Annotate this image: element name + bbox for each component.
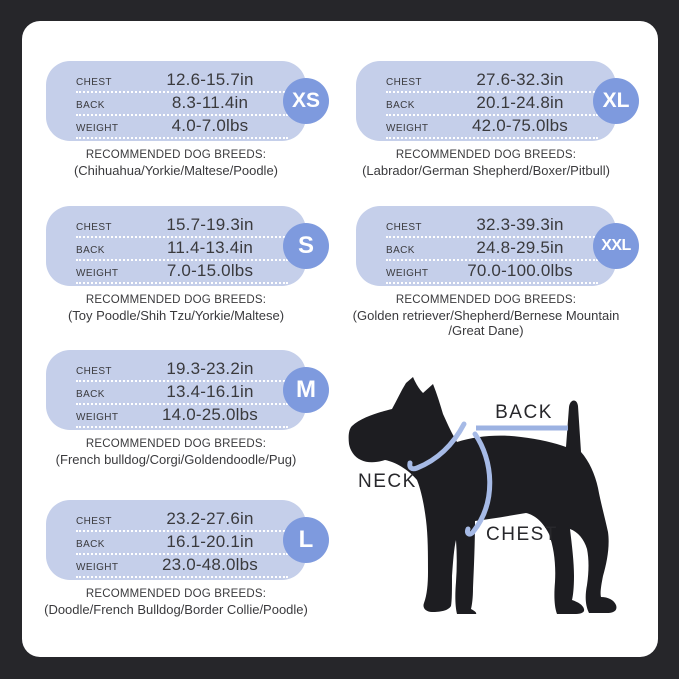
chest-row [386, 70, 598, 93]
breeds-line-2: /Great Dane) [448, 323, 524, 339]
chest-row [76, 70, 288, 93]
recommended-breeds [326, 149, 646, 178]
chest-value: 12.6-15.7in [166, 70, 254, 89]
back-value: 13.4-16.1in [166, 382, 254, 401]
chest-value: 15.7-19.3in [166, 215, 254, 234]
weight-label: WEIGHT [76, 123, 119, 134]
weight-label: WEIGHT [76, 412, 119, 423]
chest-value: 23.2-27.6in [166, 509, 254, 528]
chest-value: 19.3-23.2in [166, 359, 254, 378]
back-row [386, 93, 598, 116]
size-badge-l: L [283, 517, 329, 563]
recommended-breeds-title: RECOMMENDED DOG BREEDS: [395, 149, 577, 161]
size-card-xl [356, 61, 630, 141]
chest-label: CHEST [76, 77, 112, 88]
weight-value: 70.0-100.0lbs [467, 261, 573, 280]
chest-label: CHEST [76, 222, 112, 233]
back-label: BACK [76, 100, 105, 111]
chest-row [76, 359, 288, 382]
size-chart-panel [22, 21, 658, 657]
back-label: BACK [386, 245, 415, 256]
chest-label: CHEST [386, 77, 422, 88]
measurement-rows [356, 206, 616, 284]
recommended-breeds-title: RECOMMENDED DOG BREEDS: [85, 149, 267, 161]
diagram-chest-label: CHEST [486, 524, 558, 545]
back-row [76, 238, 288, 261]
weight-value: 42.0-75.0lbs [472, 116, 568, 135]
measurement-rows [356, 61, 616, 139]
chest-label: CHEST [76, 366, 112, 377]
recommended-breeds-title: RECOMMENDED DOG BREEDS: [85, 438, 267, 450]
measurement-rows [46, 61, 306, 139]
measurement-rows [46, 206, 306, 284]
recommended-breeds-title: RECOMMENDED DOG BREEDS: [85, 588, 267, 600]
diagram-neck-label: NECK [358, 471, 417, 492]
size-block-m [46, 350, 316, 467]
chest-row [76, 509, 288, 532]
back-value: 20.1-24.8in [476, 93, 564, 112]
recommended-breeds-list: (Chihuahua/Yorkie/Maltese/Poodle) [73, 163, 279, 178]
weight-row [76, 555, 288, 578]
weight-row [76, 116, 288, 139]
size-block-s [46, 206, 314, 323]
size-card-xs [46, 61, 320, 141]
recommended-breeds-list: (Doodle/French Bulldog/Border Collie/Poodle) [44, 602, 308, 617]
size-badge-xl: XL [593, 78, 639, 124]
recommended-breeds [16, 588, 336, 617]
size-card-l [46, 500, 314, 580]
weight-value: 23.0-48.0lbs [162, 555, 258, 574]
size-card-xxl [356, 206, 631, 286]
back-label: BACK [76, 539, 105, 550]
back-value: 11.4-13.4in [166, 238, 253, 257]
size-block-l [44, 500, 314, 617]
size-badge-m: M [283, 367, 329, 413]
recommended-breeds [16, 294, 336, 323]
recommended-breeds-list: (Labrador/German Shepherd/Boxer/Pitbull) [362, 163, 610, 178]
back-label: BACK [76, 245, 105, 256]
size-badge-xxl: XXL [593, 223, 639, 269]
weight-row [76, 261, 288, 284]
back-label: BACK [386, 100, 415, 111]
chest-value: 27.6-32.3in [476, 70, 564, 89]
diagram-back-label: BACK [495, 402, 553, 423]
recommended-breeds [16, 149, 336, 178]
weight-row [76, 405, 288, 428]
back-label: BACK [76, 389, 105, 400]
back-value: 8.3-11.4in [171, 93, 249, 112]
recommended-breeds-title: RECOMMENDED DOG BREEDS: [395, 294, 577, 306]
measurement-rows [46, 350, 306, 428]
chest-row [386, 215, 598, 238]
recommended-breeds-list [326, 308, 646, 339]
weight-label: WEIGHT [386, 123, 429, 134]
recommended-breeds-list: (Toy Poodle/Shih Tzu/Yorkie/Maltese) [67, 308, 285, 323]
back-row [76, 532, 288, 555]
size-block-xs [46, 61, 320, 178]
weight-label: WEIGHT [76, 268, 119, 279]
weight-row [386, 261, 598, 284]
chest-value: 32.3-39.3in [476, 215, 564, 234]
dog-measurement-diagram [340, 362, 662, 654]
back-row [76, 382, 288, 405]
breeds-line-1: (Golden retriever/Shepherd/Bernese Mountain [352, 308, 620, 323]
size-badge-s: S [283, 223, 329, 269]
chest-label: CHEST [386, 222, 422, 233]
chest-row [76, 215, 288, 238]
measurement-rows [46, 500, 306, 578]
recommended-breeds-list: (French bulldog/Corgi/Goldendoodle/Pug) [55, 452, 297, 467]
size-card-m [46, 350, 316, 430]
back-row [386, 238, 598, 261]
size-block-xxl [352, 206, 631, 339]
chest-label: CHEST [76, 516, 112, 527]
weight-value: 7.0-15.0lbs [166, 261, 254, 280]
weight-value: 4.0-7.0lbs [171, 116, 249, 135]
weight-label: WEIGHT [386, 268, 429, 279]
recommended-breeds [326, 294, 646, 339]
size-badge-xs: XS [283, 78, 329, 124]
weight-label: WEIGHT [76, 562, 119, 573]
back-row [76, 93, 288, 116]
weight-value: 14.0-25.0lbs [162, 405, 258, 424]
recommended-breeds [16, 438, 336, 467]
recommended-breeds-title: RECOMMENDED DOG BREEDS: [85, 294, 267, 306]
size-block-xl [356, 61, 630, 178]
back-value: 24.8-29.5in [476, 238, 564, 257]
weight-row [386, 116, 598, 139]
back-value: 16.1-20.1in [166, 532, 254, 551]
size-card-s [46, 206, 314, 286]
